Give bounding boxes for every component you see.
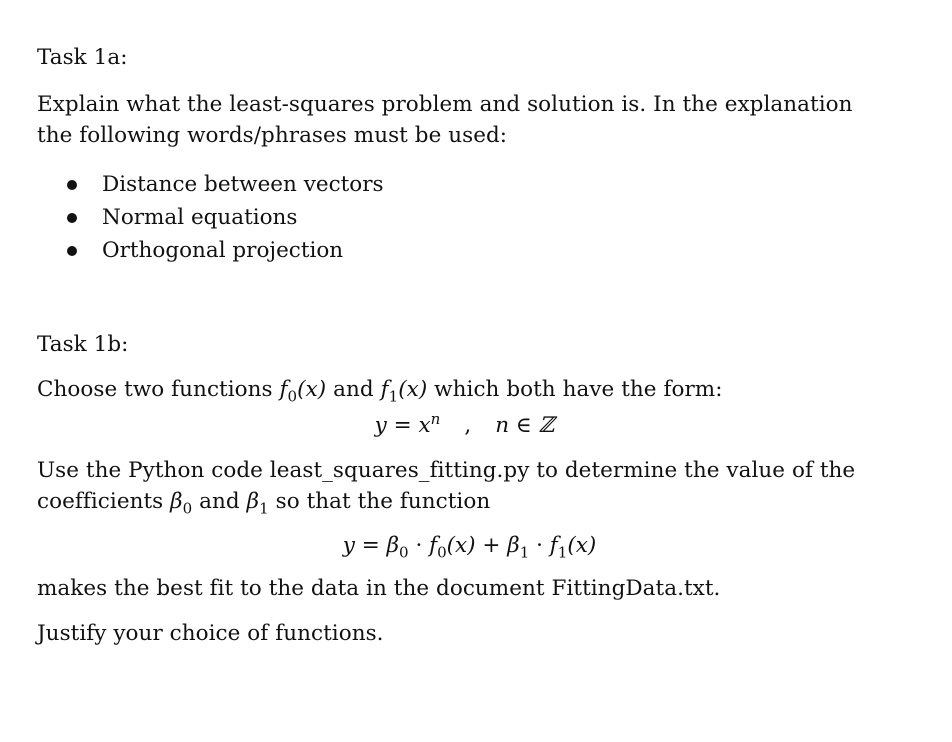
task-1a-title: Task 1a: (37, 45, 128, 70)
bullet-icon (67, 180, 77, 190)
beta1-symbol: $\beta_1$ (246, 489, 269, 518)
bullet-icon (67, 213, 77, 223)
list-item-text: Distance between vectors (102, 172, 384, 197)
document-page (0, 42, 952, 742)
list-item (37, 168, 892, 201)
list-item-text: Orthogonal projection (102, 238, 344, 263)
choose-functions-text (37, 374, 892, 405)
choose-prefix: Choose two functions (37, 377, 280, 402)
fit-equation: $y = \beta_0 \cdot f_0(x) + \beta_1 \cdot f_1(x)$ (342, 533, 597, 562)
justify-text: Justify your choice of functions. (37, 621, 384, 646)
list-item (37, 234, 892, 267)
list-item (37, 201, 892, 234)
choose-suffix: which both have the form: (427, 377, 723, 402)
best-fit-text: makes the best fit to the data in the document FittingData.txt. (37, 576, 721, 601)
beta0-symbol: $\beta_0$ (170, 489, 193, 518)
f0-symbol: $f_0(x)$ (279, 377, 327, 406)
task-1a-intro: Explain what the least-squares problem and solution is. In the explanation the following words/phrases must be used: (37, 92, 853, 148)
choose-and: and (326, 377, 381, 402)
required-phrases-list (37, 168, 892, 267)
bullet-icon (67, 246, 77, 256)
list-item-text: Normal equations (102, 205, 298, 230)
use-python-text: Use the Python code least_squares_fitting.py to determine the value of the coefficients $\beta_0$ and $\beta_1$ so that the function (37, 458, 856, 518)
task-1b-title: Task 1b: (37, 332, 129, 357)
form-equation: $y = x^n$ , n ∈ ℤ (374, 409, 555, 438)
f1-symbol: $f_1(x)$ (380, 377, 428, 406)
